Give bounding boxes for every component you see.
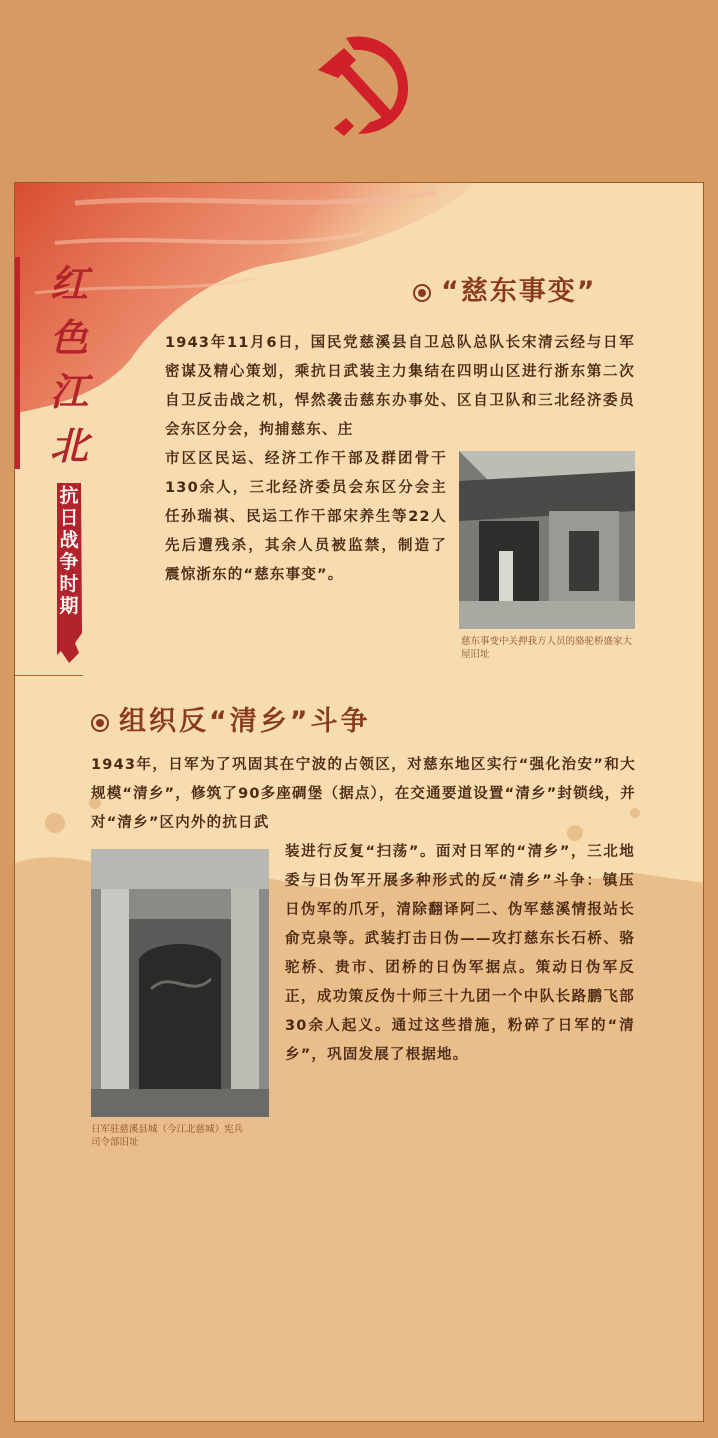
ribbon-char: 战: [59, 529, 79, 551]
section1-heading-text: “慈东事变”: [441, 276, 597, 307]
side-accent-bar: [15, 257, 20, 469]
section2-heading-text: 组织反“清乡”斗争: [119, 706, 371, 737]
ribbon-char: 抗: [59, 485, 79, 507]
section1-paragraph-top: 1943年11月6日，国民党慈溪县自卫总队总队长宋清云经与日军密谋及精心策划，乘抗日武装主力集结在四明山区进行浙东第二次自卫反击战之机，悍然袭击慈东办事处、区自卫队和三北经济委员会东区分会，拘捕慈东、庄: [165, 335, 635, 438]
section2-paragraph-top: 1943年，日军为了巩固其在宁波的占领区，对慈东地区实行“强化治安”和大规模“清乡”，修筑了90多座碉堡（据点），在交通要道设置“清乡”封锁线，并对“清乡”区内外的抗日武: [91, 757, 636, 831]
ribbon-char: 时: [59, 573, 79, 595]
side-title-char: 北: [49, 423, 88, 468]
historic-photo-gate: [91, 849, 269, 1117]
section2-paragraph-bottom: 装进行反复“扫荡”。面对日军的“清乡”，三北地委与日伪军开展多种形式的反“清乡”斗争：镇压日伪军的爪牙，清除翻译阿二、伪军慈溪情报站长俞克泉等。武装打击日伪——攻打慈东长石桥、骆驼桥、贵市、团桥的日伪军据点。策动日伪军反正，成功策反伪十师三十九团一个中队长路鹏飞部30余人起义。通过这些措施，粉碎了日军的“清乡”，巩固发展了根据地。: [285, 844, 635, 1063]
content-panel: [14, 182, 704, 1422]
section2-heading: [91, 699, 511, 738]
ribbon-char: 争: [59, 551, 79, 573]
ribbon-char: 期: [59, 595, 79, 617]
side-title-char: 江: [49, 369, 88, 414]
side-divider: [15, 675, 83, 676]
ribbon-char: 日: [59, 507, 79, 529]
side-title: [41, 257, 97, 473]
bullet-icon: [413, 284, 431, 302]
side-ribbon-label: [55, 485, 83, 617]
section1-heading: [413, 269, 703, 308]
side-title-char: 红: [49, 261, 88, 306]
hammer-sickle-icon: [304, 30, 416, 138]
side-title-char: 色: [49, 315, 88, 360]
section1-paragraph-bottom: 市区区民运、经济工作干部及群团骨干130余人，三北经济委员会东区分会主任孙瑞祺、民运工作干部宋养生等22人先后遭残杀，其余人员被监禁，制造了震惊浙东的“慈东事变”。: [165, 451, 447, 583]
historic-photo-house: [459, 451, 635, 629]
bullet-icon: [91, 714, 109, 732]
section1-photo-caption: 慈东事变中关押我方人员的骆驼桥盛家大屋旧址: [461, 636, 633, 660]
section2-photo-caption: 日军驻慈溪县城（今江北慈城）宪兵司令部旧址: [91, 1124, 244, 1148]
